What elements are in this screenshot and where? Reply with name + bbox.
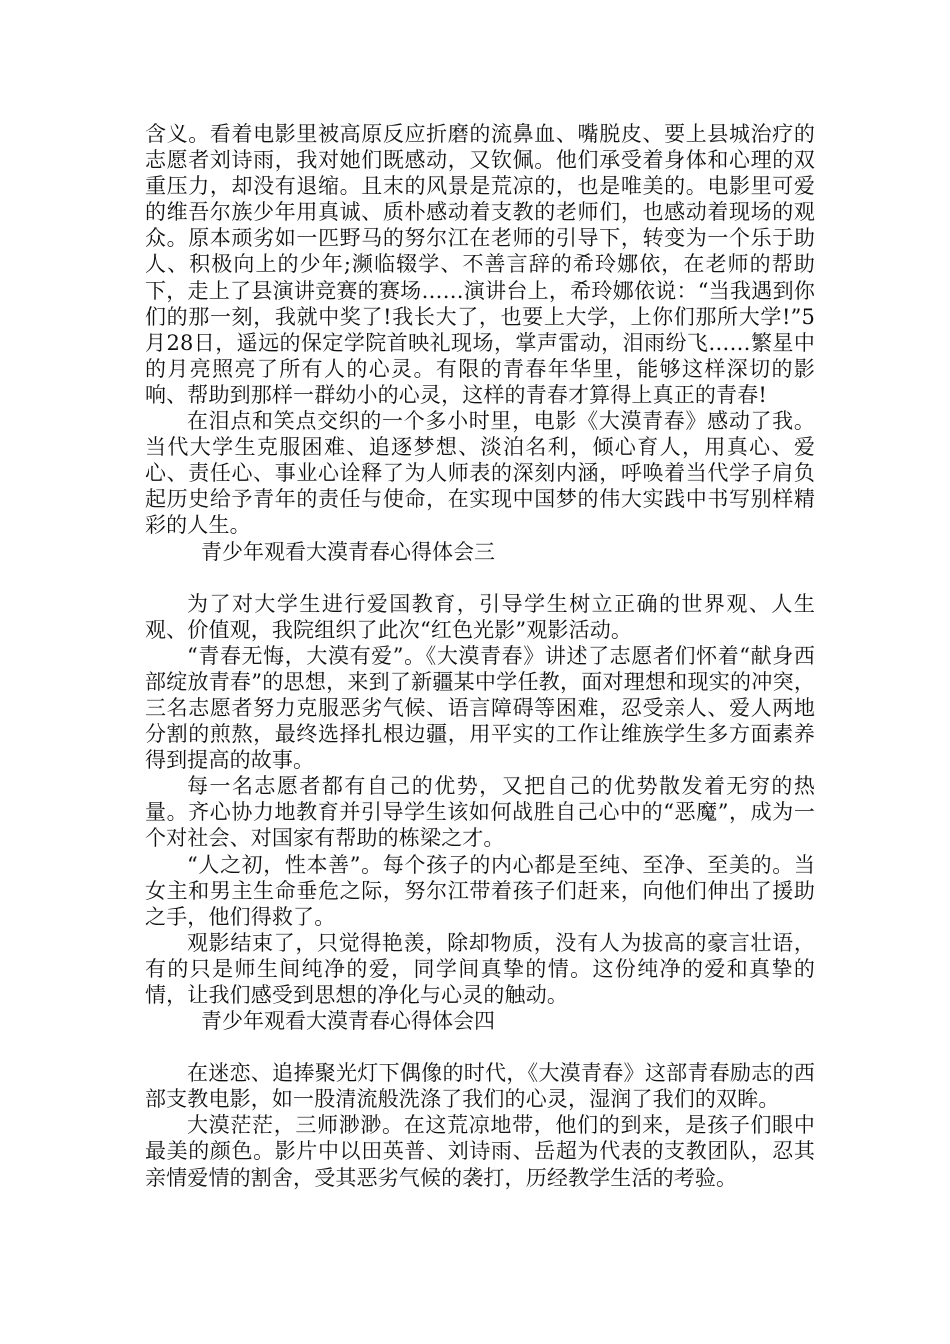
document-page	[145, 121, 815, 1191]
section-heading: 青少年观看大漠青春心得体会三	[201, 539, 495, 564]
body-paragraph: 为了对大学生进行爱国教育，引导学生树立正确的世界观、人生观、价值观，我院组织了此次“红色光影”观影活动。	[145, 591, 815, 642]
body-paragraph: 含义。看着电影里被高原反应折磨的流鼻血、嘴脱皮、要上县城治疗的志愿者刘诗雨，我对她们既感动，又钦佩。他们承受着身体和心理的双重压力，却没有退缩。且末的风景是荒凉的，也是唯美的。电影里可爱的维吾尔族少年用真诚、质朴感动着支教的老师们，也感动着现场的观众。原本顽劣如一匹野马的努尔江在老师的引导下，转变为一个乐于助人、积极向上的少年;濒临辍学、不善言辞的希玲娜依，在老师的帮助下，走上了县演讲竞赛的赛场……演讲台上，希玲娜依说：“当我遇到你们的那一刻，我就中奖了!我长大了，也要上大学，上你们那所大学!”5月28日，遥远的保定学院首映礼现场，掌声雷动，泪雨纷飞……繁星中的月亮照亮了所有人的心灵。有限的青春年华里，能够这样深切的影响、帮助到那样一群幼小的心灵，这样的青春才算得上真正的青春!	[145, 122, 815, 407]
blank-line	[145, 565, 815, 591]
body-paragraph: 大漠茫茫，三师渺渺。在这荒凉地带，他们的到来，是孩子们眼中最美的颜色。影片中以田英普、刘诗雨、岳超为代表的支教团队，忍其亲情爱情的割舍，受其恶劣气候的袭打，历经教学生活的考验。	[145, 1113, 815, 1190]
body-paragraph: “人之初，性本善”。每个孩子的内心都是至纯、至净、至美的。当女主和男主生命垂危之际，努尔江带着孩子们赶来，向他们伸出了援助之手，他们得救了。	[145, 852, 815, 929]
body-paragraph: “青春无悔，大漠有爱”。《大漠青春》讲述了志愿者们怀着“献身西部绽放青春”的思想，来到了新疆某中学任教，面对理想和现实的冲突，三名志愿者努力克服恶劣气候、语言障碍等困难，忍受亲人、爱人两地分割的煎熬，最终选择扎根边疆，用平实的工作让维族学生多方面素养得到提高的故事。	[145, 643, 815, 773]
body-paragraph: 在泪点和笑点交织的一个多小时里，电影《大漠青春》感动了我。当代大学生克服困难、追逐梦想、淡泊名利，倾心育人，用真心、爱心、责任心、事业心诠释了为人师表的深刻内涵，呼唤着当代学子肩负起历史给予青年的责任与使命，在实现中国梦的伟大实践中书写别样精彩的人生。	[145, 409, 815, 538]
section-heading: 青少年观看大漠青春心得体会四	[201, 1009, 495, 1034]
blank-line	[145, 1034, 815, 1060]
body-paragraph: 在迷恋、追捧聚光灯下偶像的时代，《大漠青春》这部青春励志的西部支教电影，如一股清流般洗涤了我们的心灵，湿润了我们的双眸。	[145, 1061, 815, 1112]
body-paragraph: 每一名志愿者都有自己的优势，又把自己的优势散发着无穷的热量。齐心协力地教育并引导学生该如何战胜自己心中的“恶魔”，成为一个对社会、对国家有帮助的栋梁之才。	[145, 774, 815, 851]
body-paragraph: 观影结束了，只觉得艳羡，除却物质，没有人为拔高的豪言壮语，有的只是师生间纯净的爱，同学间真挚的情。这份纯净的爱和真挚的情，让我们感受到思想的净化与心灵的触动。	[145, 930, 815, 1007]
